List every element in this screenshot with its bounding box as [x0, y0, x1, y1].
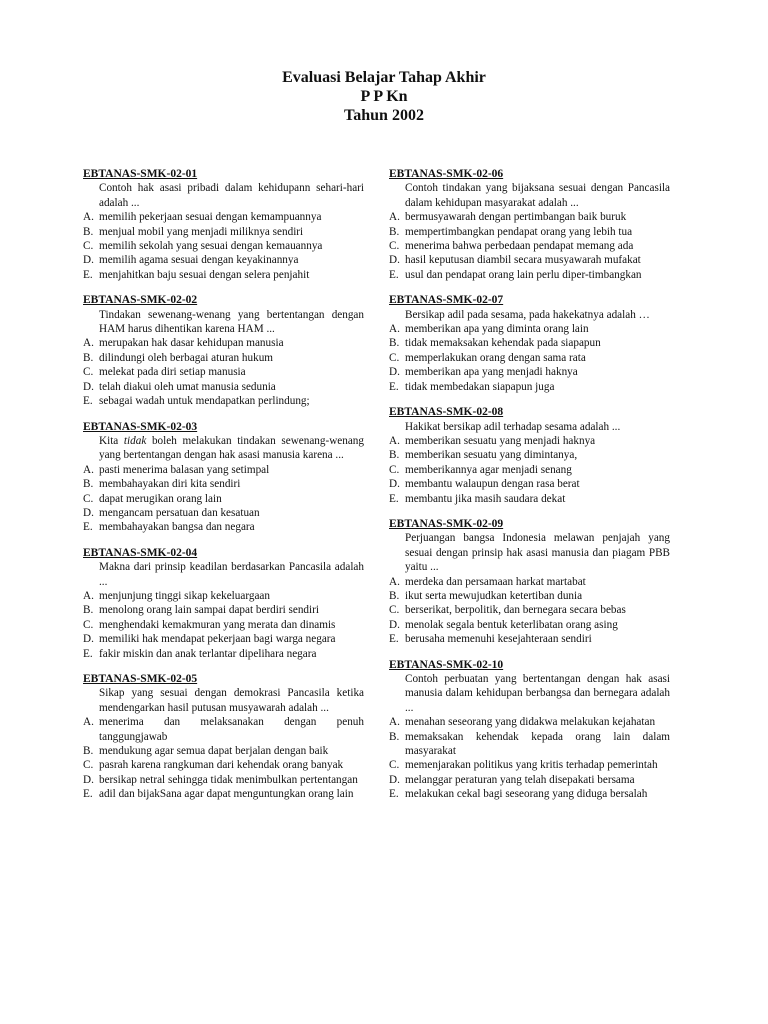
question-stem — [83, 434, 364, 463]
option-text: memberikan apa yang menjadi haknya — [405, 366, 578, 379]
option-a — [83, 589, 364, 603]
option-text: menjunjung tinggi sikap kekeluargaan — [99, 589, 270, 602]
option-text: memberikan sesuatu yang dimintanya, — [405, 449, 578, 462]
option-text: menjual mobil yang menjadi miliknya sendiri — [99, 225, 304, 238]
stem-part: boleh melakukan tindakan sewenang-wenang yang bertentangan dengan hak asasi manusia karena ... — [99, 434, 364, 462]
option-label: E. — [83, 268, 93, 281]
option-label: D. — [83, 633, 94, 646]
option-text: dapat merugikan orang lain — [99, 492, 222, 505]
option-text: membantu jika masih saudara dekat — [405, 492, 566, 505]
option-e — [83, 520, 364, 534]
option-text: memberikannya agar menjadi senang — [405, 463, 572, 476]
question-stem: Contoh perbuatan yang bertentangan dengan hak asasi manusia dalam kehidupan berbangsa dan bernegara adalah ... — [405, 673, 670, 714]
option-text: sebagai wadah untuk mendapatkan perlindung; — [99, 395, 310, 408]
option-label: E. — [389, 492, 399, 505]
question-stem: Tindakan sewenang-wenang yang bertentangan dengan HAM harus dihentikan karena HAM ... — [99, 308, 364, 336]
question-stem: Perjuangan bangsa Indonesia melawan penjajah yang sesuai dengan prinsip hak asasi manusia dan piagam PBB yaitu ... — [405, 532, 670, 574]
question-01 — [83, 167, 364, 282]
question-code: EBTANAS-SMK-02-07 — [389, 294, 504, 307]
option-b — [389, 589, 670, 603]
option-b — [83, 225, 364, 239]
option-text: menjahitkan baju sesuai dengan selera penjahit — [99, 268, 310, 281]
title-line-1: Evaluasi Belajar Tahap Akhir — [282, 69, 486, 86]
question-05 — [83, 672, 364, 802]
question-stem: Contoh hak asasi pribadi dalam kehidupann sehari-hari adalah ... — [99, 182, 364, 209]
option-c — [83, 365, 364, 379]
option-b — [83, 477, 364, 491]
option-label: D. — [389, 773, 400, 786]
option-e — [83, 394, 364, 408]
option-a — [389, 715, 670, 729]
option-text: pasti menerima balasan yang setimpal — [99, 463, 270, 476]
option-text: hasil keputusan diambil secara musyawarah mufakat — [405, 254, 641, 267]
option-e — [389, 632, 670, 646]
option-label: A. — [389, 716, 400, 729]
option-b — [83, 351, 364, 365]
question-04 — [83, 546, 364, 661]
question-stem: Sikap yang sesuai dengan demokrasi Pancasila ketika mendengarkan hasil putusan musyawarah adalah ... — [99, 687, 364, 714]
option-text: mempertimbangkan pendapat orang yang lebih tua — [405, 225, 633, 238]
document-title — [0, 68, 768, 125]
option-label: B. — [83, 351, 94, 364]
option-d — [83, 253, 364, 267]
option-label: A. — [83, 716, 94, 729]
option-text: adil dan bijakSana agar dapat menguntungkan orang lain — [99, 788, 354, 801]
option-label: B. — [389, 337, 400, 350]
option-text: tidak membedakan siapapun juga — [405, 380, 555, 393]
option-label: D. — [83, 773, 94, 786]
option-d — [389, 477, 670, 491]
option-a — [389, 210, 670, 224]
option-a — [83, 715, 364, 744]
option-text: memaksakan kehendak kepada orang lain dalam masyarakat — [405, 730, 670, 758]
option-a — [389, 575, 670, 589]
option-text: memberikan sesuatu yang menjadi haknya — [405, 434, 596, 447]
option-text: berserikat, berpolitik, dan bernegara secara bebas — [405, 604, 626, 617]
option-c — [389, 463, 670, 477]
option-b — [389, 225, 670, 239]
option-c — [83, 492, 364, 506]
option-label: B. — [83, 225, 94, 238]
option-label: E. — [389, 788, 399, 801]
option-a — [389, 322, 670, 336]
option-label: C. — [389, 463, 400, 476]
option-label: A. — [83, 211, 94, 224]
option-d — [83, 773, 364, 787]
left-column — [83, 167, 364, 813]
question-code: EBTANAS-SMK-02-01 — [83, 168, 198, 180]
option-text: menerima dan melaksanakan dengan penuh tanggungjawab — [99, 716, 364, 743]
option-text: ikut serta mewujudkan ketertiban dunia — [405, 589, 583, 602]
question-stem: Hakikat bersikap adil terhadap sesama adalah ... — [405, 420, 621, 433]
option-c — [389, 351, 670, 365]
option-c — [389, 758, 670, 772]
question-08 — [389, 405, 670, 506]
option-b — [389, 336, 670, 350]
option-c — [83, 239, 364, 253]
option-e — [83, 787, 364, 801]
option-e — [389, 268, 670, 282]
option-e — [389, 787, 670, 801]
option-d — [83, 380, 364, 394]
question-09 — [389, 517, 670, 647]
option-b — [83, 603, 364, 617]
option-label: E. — [389, 380, 399, 393]
option-text: berusaha memenuhi kesejahteraan sendiri — [405, 633, 592, 646]
question-code: EBTANAS-SMK-02-04 — [83, 546, 198, 559]
option-text: membantu walaupun dengan rasa berat — [405, 478, 580, 491]
option-text: usul dan pendapat orang lain perlu diper-timbangkan — [405, 268, 642, 281]
option-text: merupakan hak dasar kehidupan manusia — [99, 337, 284, 350]
option-text: fakir miskin dan anak terlantar dipelihara negara — [99, 647, 317, 660]
option-label: B. — [83, 745, 94, 758]
option-label: A. — [83, 589, 94, 602]
question-stem: Makna dari prinsip keadilan berdasarkan Pancasila adalah ... — [99, 561, 364, 588]
option-c — [389, 239, 670, 253]
option-label: E. — [389, 633, 399, 646]
option-label: B. — [389, 730, 400, 743]
option-label: D. — [389, 366, 400, 379]
option-d — [389, 618, 670, 632]
option-label: B. — [389, 225, 400, 238]
option-text: menolong orang lain sampai dapat berdiri sendiri — [99, 604, 319, 617]
option-label: C. — [83, 240, 94, 253]
option-label: A. — [389, 211, 400, 224]
question-code: EBTANAS-SMK-02-06 — [389, 168, 504, 180]
option-b — [83, 744, 364, 758]
option-text: menolak segala bentuk keterlibatan orang asing — [405, 618, 618, 631]
question-code: EBTANAS-SMK-02-08 — [389, 406, 504, 419]
option-text: memiliki hak mendapat pekerjaan bagi warga negara — [99, 633, 336, 646]
option-label: B. — [389, 589, 400, 602]
option-d — [389, 773, 670, 787]
option-label: A. — [389, 323, 400, 336]
option-c — [83, 618, 364, 632]
option-e — [389, 492, 670, 506]
option-text: menahan seseorang yang didakwa melakukan kejahatan — [405, 716, 656, 729]
option-e — [83, 647, 364, 661]
option-e — [83, 268, 364, 282]
option-text: memilih agama sesuai dengan keyakinannya — [99, 254, 299, 267]
option-a — [389, 434, 670, 448]
option-text: melakukan cekal bagi seseorang yang diduga bersalah — [405, 788, 648, 801]
question-stem: Contoh tindakan yang bijaksana sesuai dengan Pancasila dalam kehidupan masyarakat adalah ... — [405, 182, 670, 209]
option-text: menerima bahwa perbedaan pendapat memang ada — [405, 240, 634, 253]
right-column — [389, 167, 670, 813]
option-c — [389, 603, 670, 617]
option-label: D. — [83, 506, 94, 519]
option-text: memilih sekolah yang sesuai dengan kemauannya — [99, 240, 323, 253]
option-label: B. — [389, 449, 400, 462]
option-d — [83, 506, 364, 520]
option-label: C. — [389, 351, 400, 364]
question-02 — [83, 293, 364, 408]
option-label: D. — [389, 478, 400, 491]
stem-emphasis: tidak — [123, 434, 147, 447]
option-label: C. — [389, 240, 400, 253]
question-07 — [389, 293, 670, 394]
option-text: bersikap netral sehingga tidak menimbulkan pertentangan — [99, 773, 358, 786]
option-text: memberikan apa yang diminta orang lain — [405, 323, 589, 336]
option-label: D. — [83, 254, 94, 267]
option-a — [83, 336, 364, 350]
option-e — [389, 380, 670, 394]
option-label: E. — [389, 268, 399, 281]
question-code: EBTANAS-SMK-02-05 — [83, 673, 198, 685]
option-text: dilindungi oleh berbagai aturan hukum — [99, 351, 273, 364]
option-b — [389, 730, 670, 759]
question-code: EBTANAS-SMK-02-02 — [83, 294, 198, 307]
option-text: pasrah karena rangkuman dari kehendak orang banyak — [99, 759, 344, 772]
option-label: A. — [83, 463, 94, 476]
option-text: memenjarakan politikus yang kritis terhadap pemerintah — [405, 759, 658, 772]
option-label: D. — [389, 254, 400, 267]
option-label: A. — [389, 575, 400, 588]
option-label: C. — [83, 759, 94, 772]
option-label: A. — [389, 434, 400, 447]
option-b — [389, 448, 670, 462]
option-label: C. — [389, 759, 400, 772]
option-text: melekat pada diri setiap manusia — [99, 366, 246, 379]
option-label: D. — [83, 380, 94, 393]
question-10 — [389, 658, 670, 802]
option-text: merdeka dan persamaan harkat martabat — [405, 575, 586, 588]
option-text: menghendaki kemakmuran yang merata dan dinamis — [99, 618, 336, 631]
option-label: A. — [83, 337, 94, 350]
option-label: B. — [83, 604, 94, 617]
option-label: B. — [83, 478, 94, 491]
option-text: mendukung agar semua dapat berjalan dengan baik — [99, 745, 329, 758]
title-line-2: P P Kn — [360, 88, 408, 105]
option-a — [83, 210, 364, 224]
option-label: C. — [83, 492, 94, 505]
option-label: E. — [83, 395, 93, 408]
question-stem: Bersikap adil pada sesama, pada hakekatnya adalah … — [405, 308, 650, 321]
option-text: membahayakan diri kita sendiri — [99, 478, 241, 491]
question-code: EBTANAS-SMK-02-10 — [389, 658, 504, 671]
option-text: telah diakui oleh umat manusia sedunia — [99, 380, 276, 393]
option-label: E. — [83, 788, 93, 801]
option-text: mengancam persatuan dan kesatuan — [99, 506, 260, 519]
option-c — [83, 758, 364, 772]
option-text: tidak memaksakan kehendak pada siapapun — [405, 337, 601, 350]
option-label: E. — [83, 521, 93, 534]
question-03 — [83, 420, 364, 535]
option-label: E. — [83, 647, 93, 660]
option-a — [83, 463, 364, 477]
option-d — [389, 253, 670, 267]
option-text: membahayakan bangsa dan negara — [99, 521, 255, 534]
option-d — [83, 632, 364, 646]
question-code: EBTANAS-SMK-02-03 — [83, 420, 198, 433]
title-line-3: Tahun 2002 — [344, 107, 424, 124]
option-label: C. — [389, 604, 400, 617]
option-label: D. — [389, 618, 400, 631]
question-06 — [389, 167, 670, 282]
option-text: memilih pekerjaan sesuai dengan kemampuannya — [99, 211, 322, 224]
option-d — [389, 365, 670, 379]
option-text: memperlakukan orang dengan sama rata — [405, 351, 586, 364]
option-text: bermusyawarah dengan pertimbangan baik buruk — [405, 211, 627, 224]
option-label: C. — [83, 366, 94, 379]
question-code: EBTANAS-SMK-02-09 — [389, 517, 504, 530]
stem-part: Kita — [99, 434, 124, 447]
option-text: melanggar peraturan yang telah disepakati bersama — [405, 773, 635, 786]
option-label: C. — [83, 618, 94, 631]
